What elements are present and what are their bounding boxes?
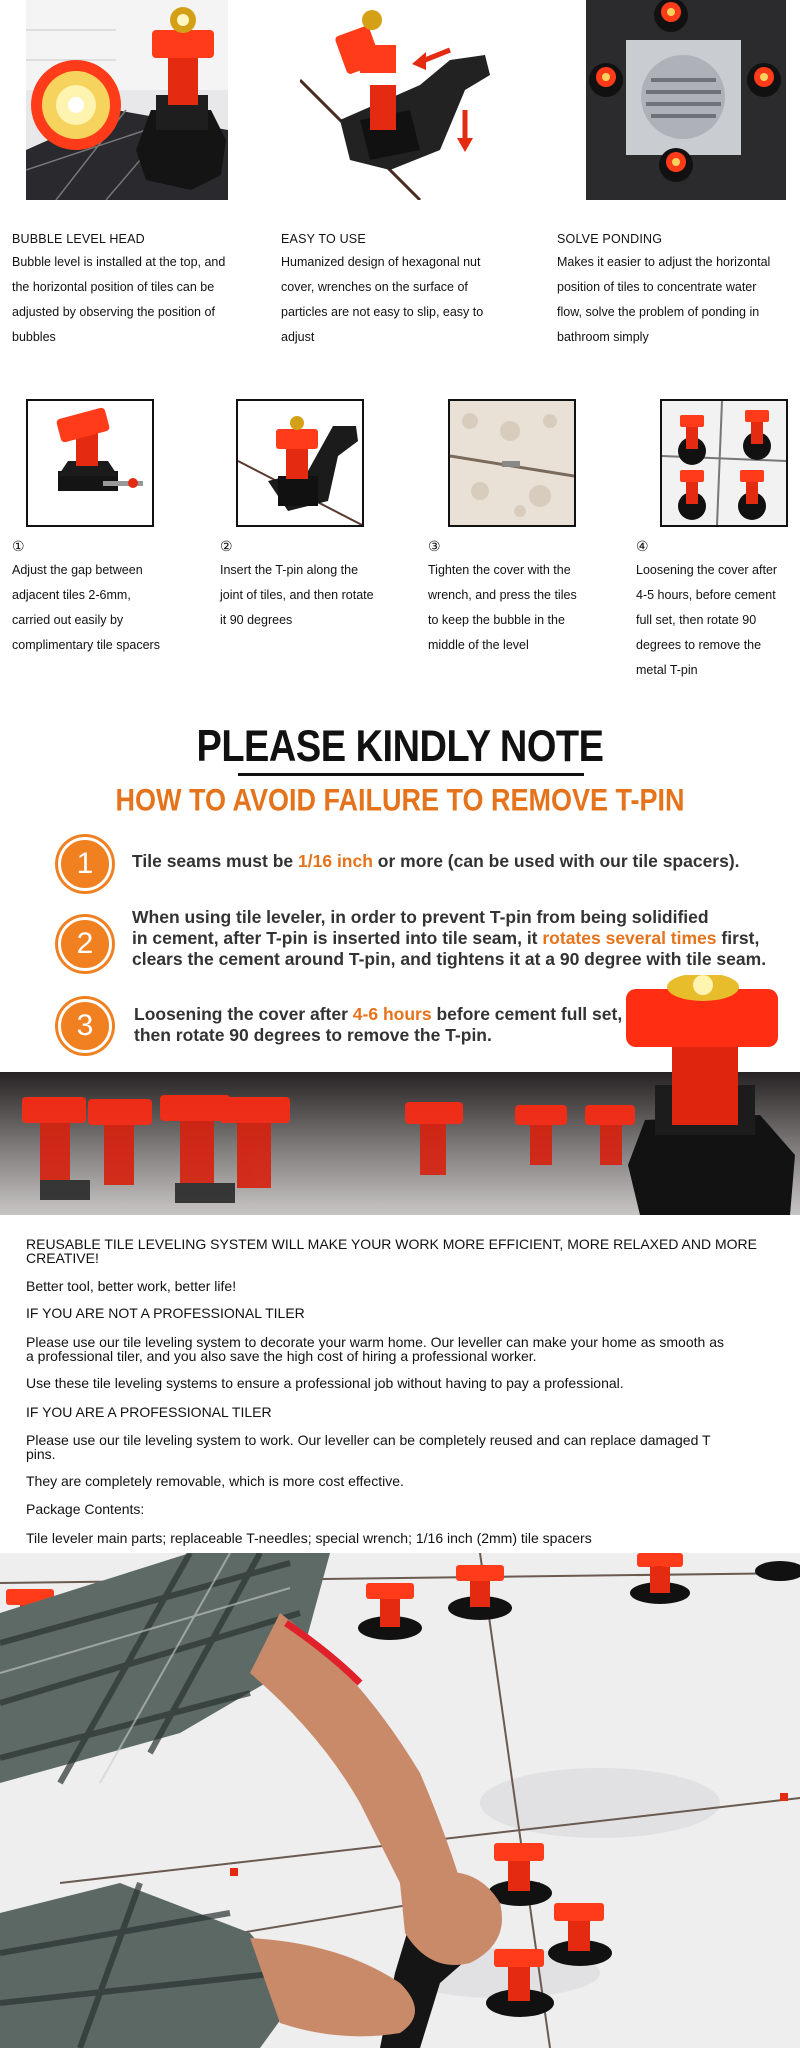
installation-photo xyxy=(0,1553,800,2048)
desc-heading-pro: IF YOU ARE A PROFESSIONAL TILER xyxy=(26,1404,272,1420)
step-4-number: ④ xyxy=(636,538,649,554)
desc-removable: They are completely removable, which is more cost effective. xyxy=(26,1473,404,1489)
feature-title-bubble: BUBBLE LEVEL HEAD xyxy=(12,232,145,246)
step-3-number: ③ xyxy=(428,538,441,554)
desc-tagline: Better tool, better work, better life! xyxy=(26,1278,237,1294)
feature-body-bubble: Bubble level is installed at the top, and the horizontal position of tiles can be adjusted by observing the position of bubbles xyxy=(12,255,226,344)
feature-body-ponding: Makes it easier to adjust the horizontal position of tiles to concentrate water flow, solve the problem of ponding in bathroom simply xyxy=(557,255,771,344)
note-subtitle: HOW TO AVOID FAILURE TO REMOVE T-PIN xyxy=(115,782,685,818)
tip-3-badge: 3 xyxy=(58,999,112,1053)
feature-title-ponding: SOLVE PONDING xyxy=(557,232,663,246)
bubble-level-photo xyxy=(26,0,228,200)
desc-package-heading: Package Contents: xyxy=(26,1501,145,1517)
tip-1-text: Tile seams must be 1/16 inch or more (can be used with our tile spacers). xyxy=(132,851,740,871)
tip-3-text: Loosening the cover after 4-6 hours before cement full set, then rotate 90 degrees to remove the T-pin. xyxy=(134,1004,623,1045)
tip-2-text: When using tile leveler, in order to prevent T-pin from being solidified in cement, after T-pin is inserted into tile seam, it rotates several times first, clears the cement around T-pin, and tightens it at a 90 degree with tile seam. xyxy=(132,907,767,969)
desc-no-cost: Use these tile leveling systems to ensure a professional job without having to pay a professional. xyxy=(26,1375,624,1391)
step-4-text: Loosening the cover after 4-5 hours, before cement full set, then rotate 90 degrees to remove the metal T-pin xyxy=(636,563,778,677)
note-title-underline xyxy=(238,773,584,776)
step-3-image xyxy=(448,399,576,527)
step-4-image xyxy=(660,399,788,527)
desc-package-contents: Tile leveler main parts; replaceable T-needles; special wrench; 1/16 inch (2mm) tile spacers xyxy=(26,1530,592,1546)
step-3-text: Tighten the cover with the wrench, and press the tiles to keep the bubble in the middle of the level xyxy=(428,563,577,652)
tip-1-badge: 1 xyxy=(58,837,112,891)
desc-headline: REUSABLE TILE LEVELING SYSTEM WILL MAKE YOUR WORK MORE EFFICIENT, MORE RELAXED AND MORE CREATIVE! xyxy=(26,1236,758,1266)
step-1-image xyxy=(26,399,154,527)
step-2-number: ② xyxy=(220,538,233,554)
note-title: PLEASE KINDLY NOTE xyxy=(196,722,604,772)
step-2-image xyxy=(236,399,364,527)
wrench-photo xyxy=(300,0,495,200)
desc-pro-text: Please use our tile leveling system to work. Our leveller can be completely reused and can replace damaged T pins. xyxy=(26,1432,711,1462)
drain-photo xyxy=(586,0,786,200)
step-2-text: Insert the T-pin along the joint of tiles, and then rotate it 90 degrees xyxy=(220,563,374,627)
feature-body-easy: Humanized design of hexagonal nut cover, wrenches on the surface of particles are not easy to slip, easy to adjust xyxy=(281,255,484,344)
desc-heading-non-pro: IF YOU ARE NOT A PROFESSIONAL TILER xyxy=(26,1305,305,1321)
tpin-banner-image xyxy=(0,975,800,1215)
feature-title-easy: EASY TO USE xyxy=(281,232,366,246)
step-1-number: ① xyxy=(12,538,25,554)
step-1-text: Adjust the gap between adjacent tiles 2-6mm, carried out easily by complimentary tile spacers xyxy=(12,563,160,652)
tip-2-badge: 2 xyxy=(58,917,112,971)
desc-non-pro-text: Please use our tile leveling system to decorate your warm home. Our leveller can make your home as smooth as a professional tiler, and you also save the high cost of hiring a professional worker. xyxy=(26,1334,724,1364)
